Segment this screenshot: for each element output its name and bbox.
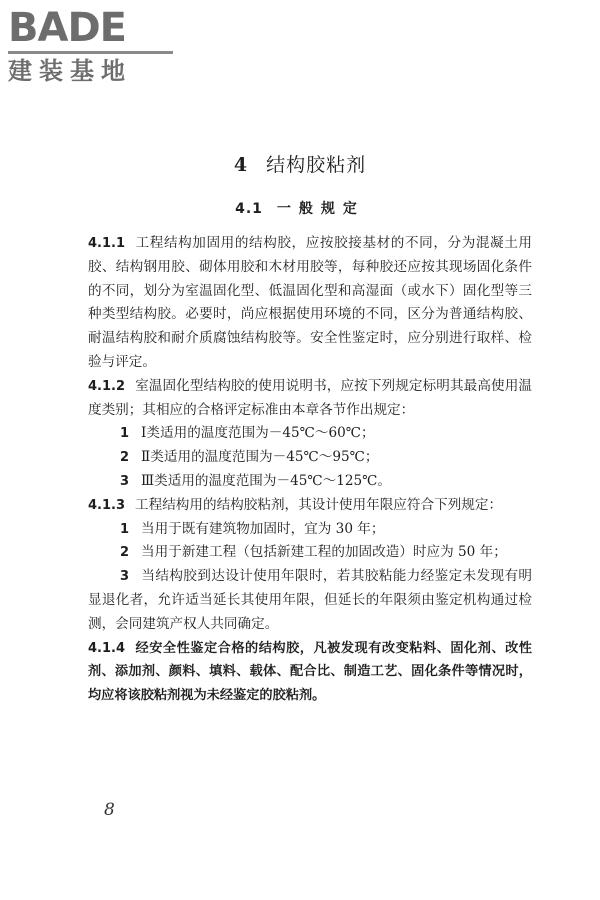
logo-subtitle: 建装基地 [8, 57, 132, 85]
clause-4-1-4 [88, 637, 532, 708]
document-body [88, 232, 532, 708]
clause-4-1-2 [88, 375, 532, 423]
item-text: Ⅰ类适用的温度范围为－45℃～60℃； [141, 425, 375, 442]
list-item [88, 470, 532, 494]
item-text: 当用于既有建筑物加固时，宜为 30 年； [141, 520, 385, 537]
item-text: 当用于新建工程（包括新建工程的加固改造）时应为 50 年； [141, 544, 507, 561]
clause-text: 室温固化型结构胶的使用说明书，应按下列规定标明其最高使用温度类别；其相应的合格评定标准由本章各节作出规定： [88, 377, 532, 418]
page-number: 8 [104, 800, 115, 820]
item-index: 3 [120, 569, 130, 585]
clause-4-1-1 [88, 232, 532, 375]
item-text: Ⅲ类适用的温度范围为－45℃～125℃。 [141, 472, 391, 489]
section-number: 4.1 [235, 201, 263, 217]
list-item [88, 518, 532, 542]
clause-number: 4.1.3 [88, 497, 126, 513]
clause-number: 4.1.4 [88, 640, 126, 656]
chapter-heading [0, 150, 600, 177]
clause-4-1-3 [88, 494, 532, 518]
item-text: 当结构胶到达设计使用年限时，若其胶粘能力经鉴定未发现有明显退化者，允许适当延长其使用年限，但延长的年限须由鉴定机构通过检测，会同建筑产权人共同确定。 [88, 568, 532, 632]
list-item [88, 565, 532, 636]
list-item [88, 446, 532, 470]
item-index: 3 [120, 473, 130, 489]
section-heading [0, 198, 600, 218]
clause-number: 4.1.1 [88, 236, 126, 251]
item-index: 2 [120, 450, 130, 466]
section-title: 一般规定 [276, 201, 365, 217]
logo-mark: BADE [8, 5, 126, 51]
list-item [88, 422, 532, 446]
clause-number: 4.1.2 [88, 378, 126, 394]
list-item [88, 541, 532, 565]
chapter-number: 4 [233, 154, 249, 176]
item-index: 2 [120, 545, 130, 561]
item-text: Ⅱ类适用的温度范围为－45℃～95℃； [141, 449, 379, 466]
item-index: 1 [120, 521, 130, 537]
item-index: 1 [120, 426, 130, 442]
chapter-title: 结构胶粘剂 [266, 154, 367, 176]
clause-text: 工程结构加固用的结构胶，应按胶接基材的不同，分为混凝土用胶、结构钢用胶、砌体用胶和木材用胶等，每种胶还应按其现场固化条件的不同，划分为室温固化型、低温固化型和高湿面（或水下）固化型等三种类型结构胶。必要时，尚应根据使用环境的不同，区分为普通结构胶、耐温结构胶和耐介质腐蚀结构胶等。安全性鉴定时，应分别进行取样、检验与评定。 [88, 235, 532, 370]
clause-text: 经安全性鉴定合格的结构胶，凡被发现有改变粘料、固化剂、改性剂、添加剂、颜料、填料、载体、配合比、制造工艺、固化条件等情况时，均应将该胶粘剂视为未经鉴定的胶粘剂。 [88, 640, 532, 704]
clause-text: 工程结构用的结构胶粘剂，其设计使用年限应符合下列规定： [135, 496, 503, 513]
